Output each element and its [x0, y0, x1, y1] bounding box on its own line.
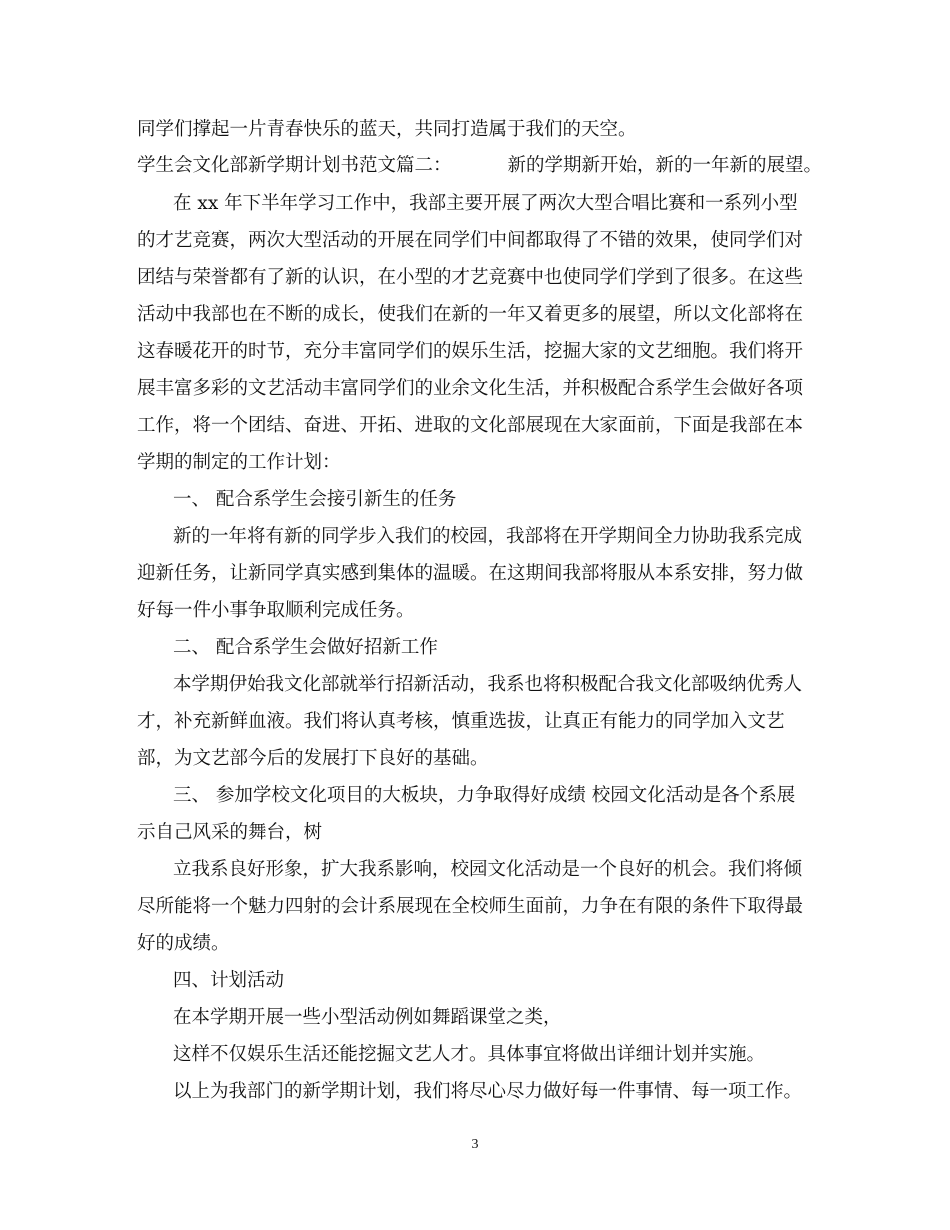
text-line: 以上为我部门的新学期计划，我们将尽心尽力做好每一件事情、每一项工作。 [173, 1081, 803, 1102]
text-line: 本学期伊始我文化部就举行招新活动，我系也将积极配合我文化部吸纳优秀人 [173, 674, 803, 695]
text-line: 同学们撑起一片青春快乐的蓝天，共同打造属于我们的天空。 [137, 119, 637, 140]
text-line: 在本学期开展一些小型活动例如舞蹈课堂之类， [173, 1007, 562, 1028]
text-line: 这样不仅娱乐生活还能挖掘文艺人才。具体事宜将做出详细计划并实施。 [173, 1044, 766, 1065]
text-line: 尽所能将一个魅力四射的会计系展现在全校师生面前，力争在有限的条件下取得最 [137, 896, 804, 917]
list-heading: 一、 配合系学生会接引新生的任务 [173, 489, 457, 510]
text-line: 部，为文艺部今后的发展打下良好的基础。 [137, 748, 489, 769]
text-line: 团结与荣誉都有了新的认识，在小型的才艺竞赛中也使同学们学到了很多。在这些 [137, 267, 804, 288]
section-title: 学生会文化部新学期计划书范文篇二： [137, 155, 452, 176]
text-line: 学期的制定的工作计划： [137, 452, 341, 473]
text-line: 这春暖花开的时节，充分丰富同学们的娱乐生活，挖掘大家的文艺细胞。我们将开 [137, 341, 804, 362]
list-heading: 二、 配合系学生会做好招新工作 [173, 637, 438, 658]
text-line: 新的一年将有新的同学步入我们的校园，我部将在开学期间全力协助我系完成 [173, 526, 803, 547]
section-heading-line [137, 154, 822, 178]
page-number: 3 [471, 1137, 479, 1152]
text-line: 的才艺竞赛，两次大型活动的开展在同学们中间都取得了不错的效果，使同学们对 [137, 230, 804, 251]
text-line: 立我系良好形象，扩大我系影响，校园文化活动是一个良好的机会。我们将倾 [173, 859, 803, 880]
text-line: 在 xx 年下半年学习工作中，我部主要开展了两次大型合唱比赛和一系列小型 [173, 193, 798, 214]
text-line: 活动中我部也在不断的成长，使我们在新的一年又着更多的展望，所以文化部将在 [137, 304, 804, 325]
text-line: 好的成绩。 [137, 933, 230, 954]
text-line: 迎新任务，让新同学真实感到集体的温暖。在这期间我部将服从本系安排，努力做 [137, 563, 804, 584]
list-heading: 四、计划活动 [173, 970, 285, 991]
section-intro: 新的学期新开始，新的一年新的展望。 [507, 155, 823, 176]
text-line: 工作，将一个团结、奋进、开拓、进取的文化部展现在大家面前，下面是我部在本 [137, 415, 804, 436]
text-line: 展丰富多彩的文艺活动丰富同学们的业余文化生活，并积极配合系学生会做好各项 [137, 378, 804, 399]
text-line: 示自己风采的舞台，树 [137, 822, 323, 843]
list-heading: 三、 参加学校文化项目的大板块，力争取得好成绩 校园文化活动是各个系展 [173, 785, 796, 806]
text-line: 好每一件小事争取顺利完成任务。 [137, 600, 415, 621]
text-line: 才，补充新鲜血液。我们将认真考核，慎重选拔，让真正有能力的同学加入文艺 [137, 711, 785, 732]
